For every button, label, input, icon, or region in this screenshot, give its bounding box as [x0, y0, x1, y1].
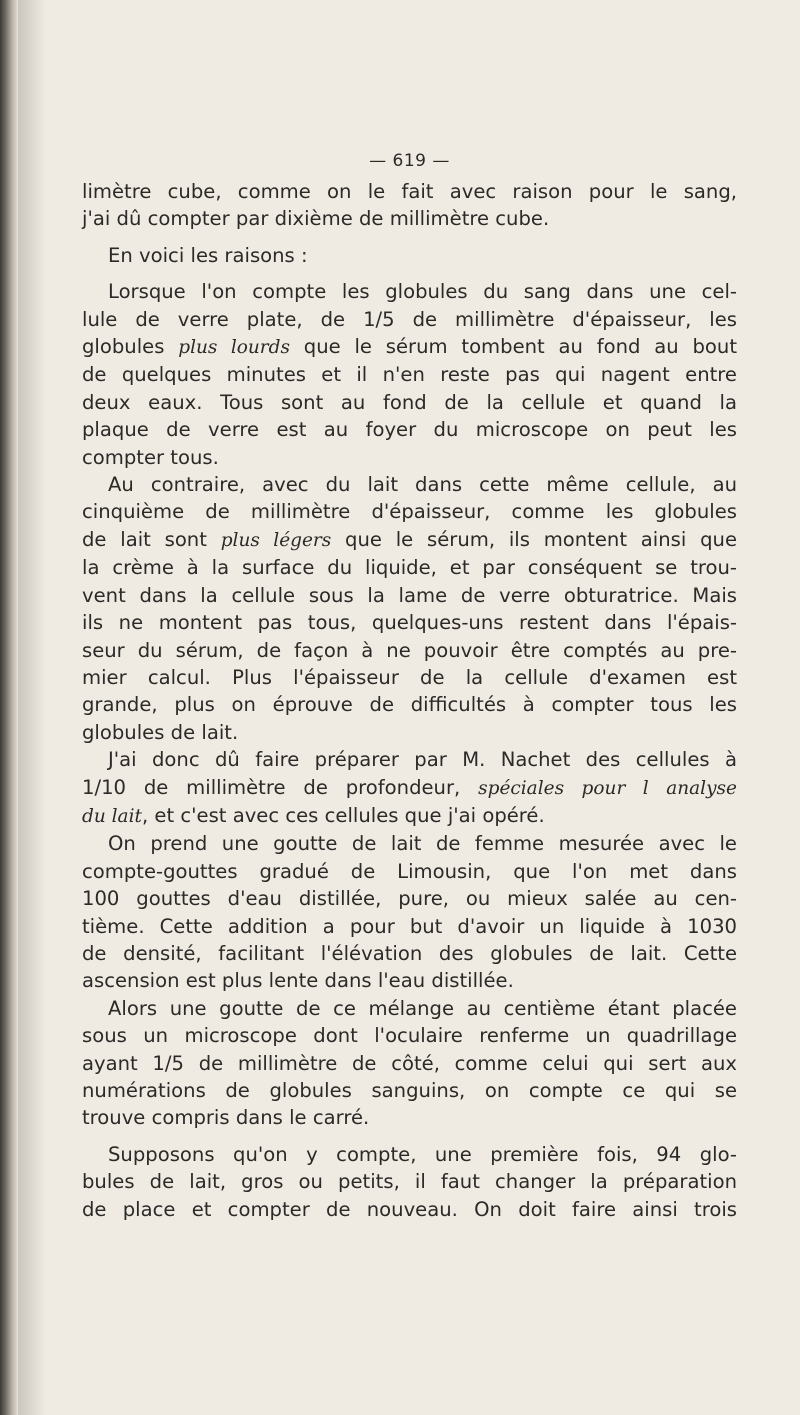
italic-text: plus légers [220, 529, 332, 551]
text-segment: j'ai dû compter par dixième de millimètre cube. [82, 207, 550, 231]
text-segment: J'ai donc dû faire préparer par M. Nachet des cellules à [108, 748, 737, 772]
text-line [82, 664, 737, 691]
text-segment: de lait sont [82, 527, 221, 551]
text-line [82, 719, 737, 746]
text-segment: vent dans la cellule sous la lame de verre obturatrice. Mais [82, 583, 737, 607]
text-line [82, 416, 737, 443]
text-line [82, 1141, 737, 1168]
text-line [82, 1168, 737, 1195]
text-segment: grande, plus on éprouve de difficultés à compter tous les [82, 693, 737, 717]
text-segment: ascension est plus lente dans l'eau distillée. [82, 969, 514, 993]
text-line [82, 609, 737, 636]
text-line [82, 278, 737, 305]
book-binding-edge [0, 0, 18, 1415]
text-segment: de densité, facilitant l'élévation des globules de lait. Cette [82, 941, 737, 965]
text-line [82, 802, 737, 830]
text-line [82, 1104, 737, 1131]
text-line [82, 582, 737, 609]
text-line [82, 333, 737, 361]
text-line [82, 774, 737, 802]
paragraph-gap [82, 269, 737, 278]
text-segment: numérations de globules sanguins, on compte ce qui se [82, 1079, 737, 1102]
text-segment: de place et compter de nouveau. On doit faire ainsi trois [82, 1197, 737, 1221]
text-segment: ils ne montent pas tous, quelques-uns restent dans l'épais- [82, 611, 737, 635]
text-line [82, 1077, 737, 1104]
text-line [82, 691, 737, 718]
text-segment: ayant 1/5 de millimètre de côté, comme celui qui sert aux [82, 1051, 737, 1075]
text-segment: On prend une goutte de lait de femme mesurée avec le [108, 832, 737, 856]
text-segment: deux eaux. Tous sont au fond de la cellule et quand la [82, 390, 737, 414]
paragraph-gap [82, 1132, 737, 1141]
page-number: — 619 — [369, 151, 450, 171]
text-line [82, 554, 737, 581]
text-segment: compte-gouttes gradué de Limousin, que l'on met dans [82, 859, 737, 883]
italic-text: plus lourds [178, 337, 290, 359]
text-segment: que le sérum tombent au fond au bout [290, 335, 738, 359]
text-segment: Au contraire, avec du lait dans cette même cellule, au [108, 473, 737, 497]
text-line [82, 242, 737, 269]
text-segment: la crème à la surface du liquide, et par conséquent se trou- [82, 556, 737, 580]
text-segment: tième. Cette addition a pour but d'avoir un liquide à 1030 [82, 914, 737, 938]
text-line [82, 637, 737, 664]
text-line [82, 361, 737, 388]
text-segment: plaque de verre est au foyer du microscope on peut les [82, 418, 737, 442]
text-segment: Supposons qu'on y compte, une première fois, 94 glo- [108, 1142, 737, 1166]
text-segment: bules de lait, gros ou petits, il faut changer la préparation [82, 1170, 737, 1194]
text-line [82, 389, 737, 416]
text-segment: 100 gouttes d'eau distillée, pure, ou mieux salée au cen- [82, 887, 737, 911]
italic-text: spéciales pour l analyse [478, 777, 737, 799]
text-line [82, 205, 737, 232]
text-segment: Alors une goutte de ce mélange au centième étant placée [108, 996, 737, 1020]
text-segment: cinquième de millimètre d'épaisseur, comme les globules [82, 500, 737, 524]
text-line [82, 526, 737, 554]
text-segment: limètre cube, comme on le fait avec raison pour le sang, [82, 180, 737, 203]
text-segment: sous un microscope dont l'oculaire renferme un quadrillage [82, 1024, 737, 1048]
text-segment: compter tous. [82, 445, 219, 469]
text-line [82, 178, 737, 205]
text-line [82, 306, 737, 333]
text-segment: seur du sérum, de façon à ne pouvoir être comptés au pre- [82, 638, 737, 662]
text-line [82, 746, 737, 773]
text-line [82, 830, 737, 857]
text-line [82, 995, 737, 1022]
text-segment: Lorsque l'on compte les globules du sang dans une cel- [108, 280, 737, 304]
text-line [82, 967, 737, 994]
text-segment: , et c'est avec ces cellules que j'ai opéré. [141, 803, 545, 827]
text-segment: lule de verre plate, de 1/5 de millimètre d'épaisseur, les [82, 307, 737, 331]
text-line [82, 1050, 737, 1077]
paragraph-gap [82, 233, 737, 242]
text-segment: mier calcul. Plus l'épaisseur de la cellule d'examen est [82, 665, 737, 689]
text-line [82, 885, 737, 912]
body-text [82, 178, 737, 1223]
text-line [82, 913, 737, 940]
text-segment: En voici les raisons : [108, 243, 308, 267]
text-segment: globules de lait. [82, 720, 239, 744]
binding-shadow [18, 0, 46, 1415]
text-line [82, 1022, 737, 1049]
text-segment: de quelques minutes et il n'en reste pas qui nagent entre [82, 363, 737, 387]
text-line [82, 498, 737, 525]
text-segment: trouve compris dans le carré. [82, 1106, 370, 1130]
book-page [82, 150, 737, 1223]
text-line [82, 471, 737, 498]
italic-text: du lait [82, 805, 142, 827]
text-line [82, 1196, 737, 1223]
text-line [82, 940, 737, 967]
text-segment: que le sérum, ils montent ainsi que [331, 527, 737, 551]
text-segment: 1/10 de millimètre de profondeur, [82, 775, 479, 799]
text-line [82, 858, 737, 885]
text-segment: globules [82, 335, 179, 359]
text-line [82, 444, 737, 471]
